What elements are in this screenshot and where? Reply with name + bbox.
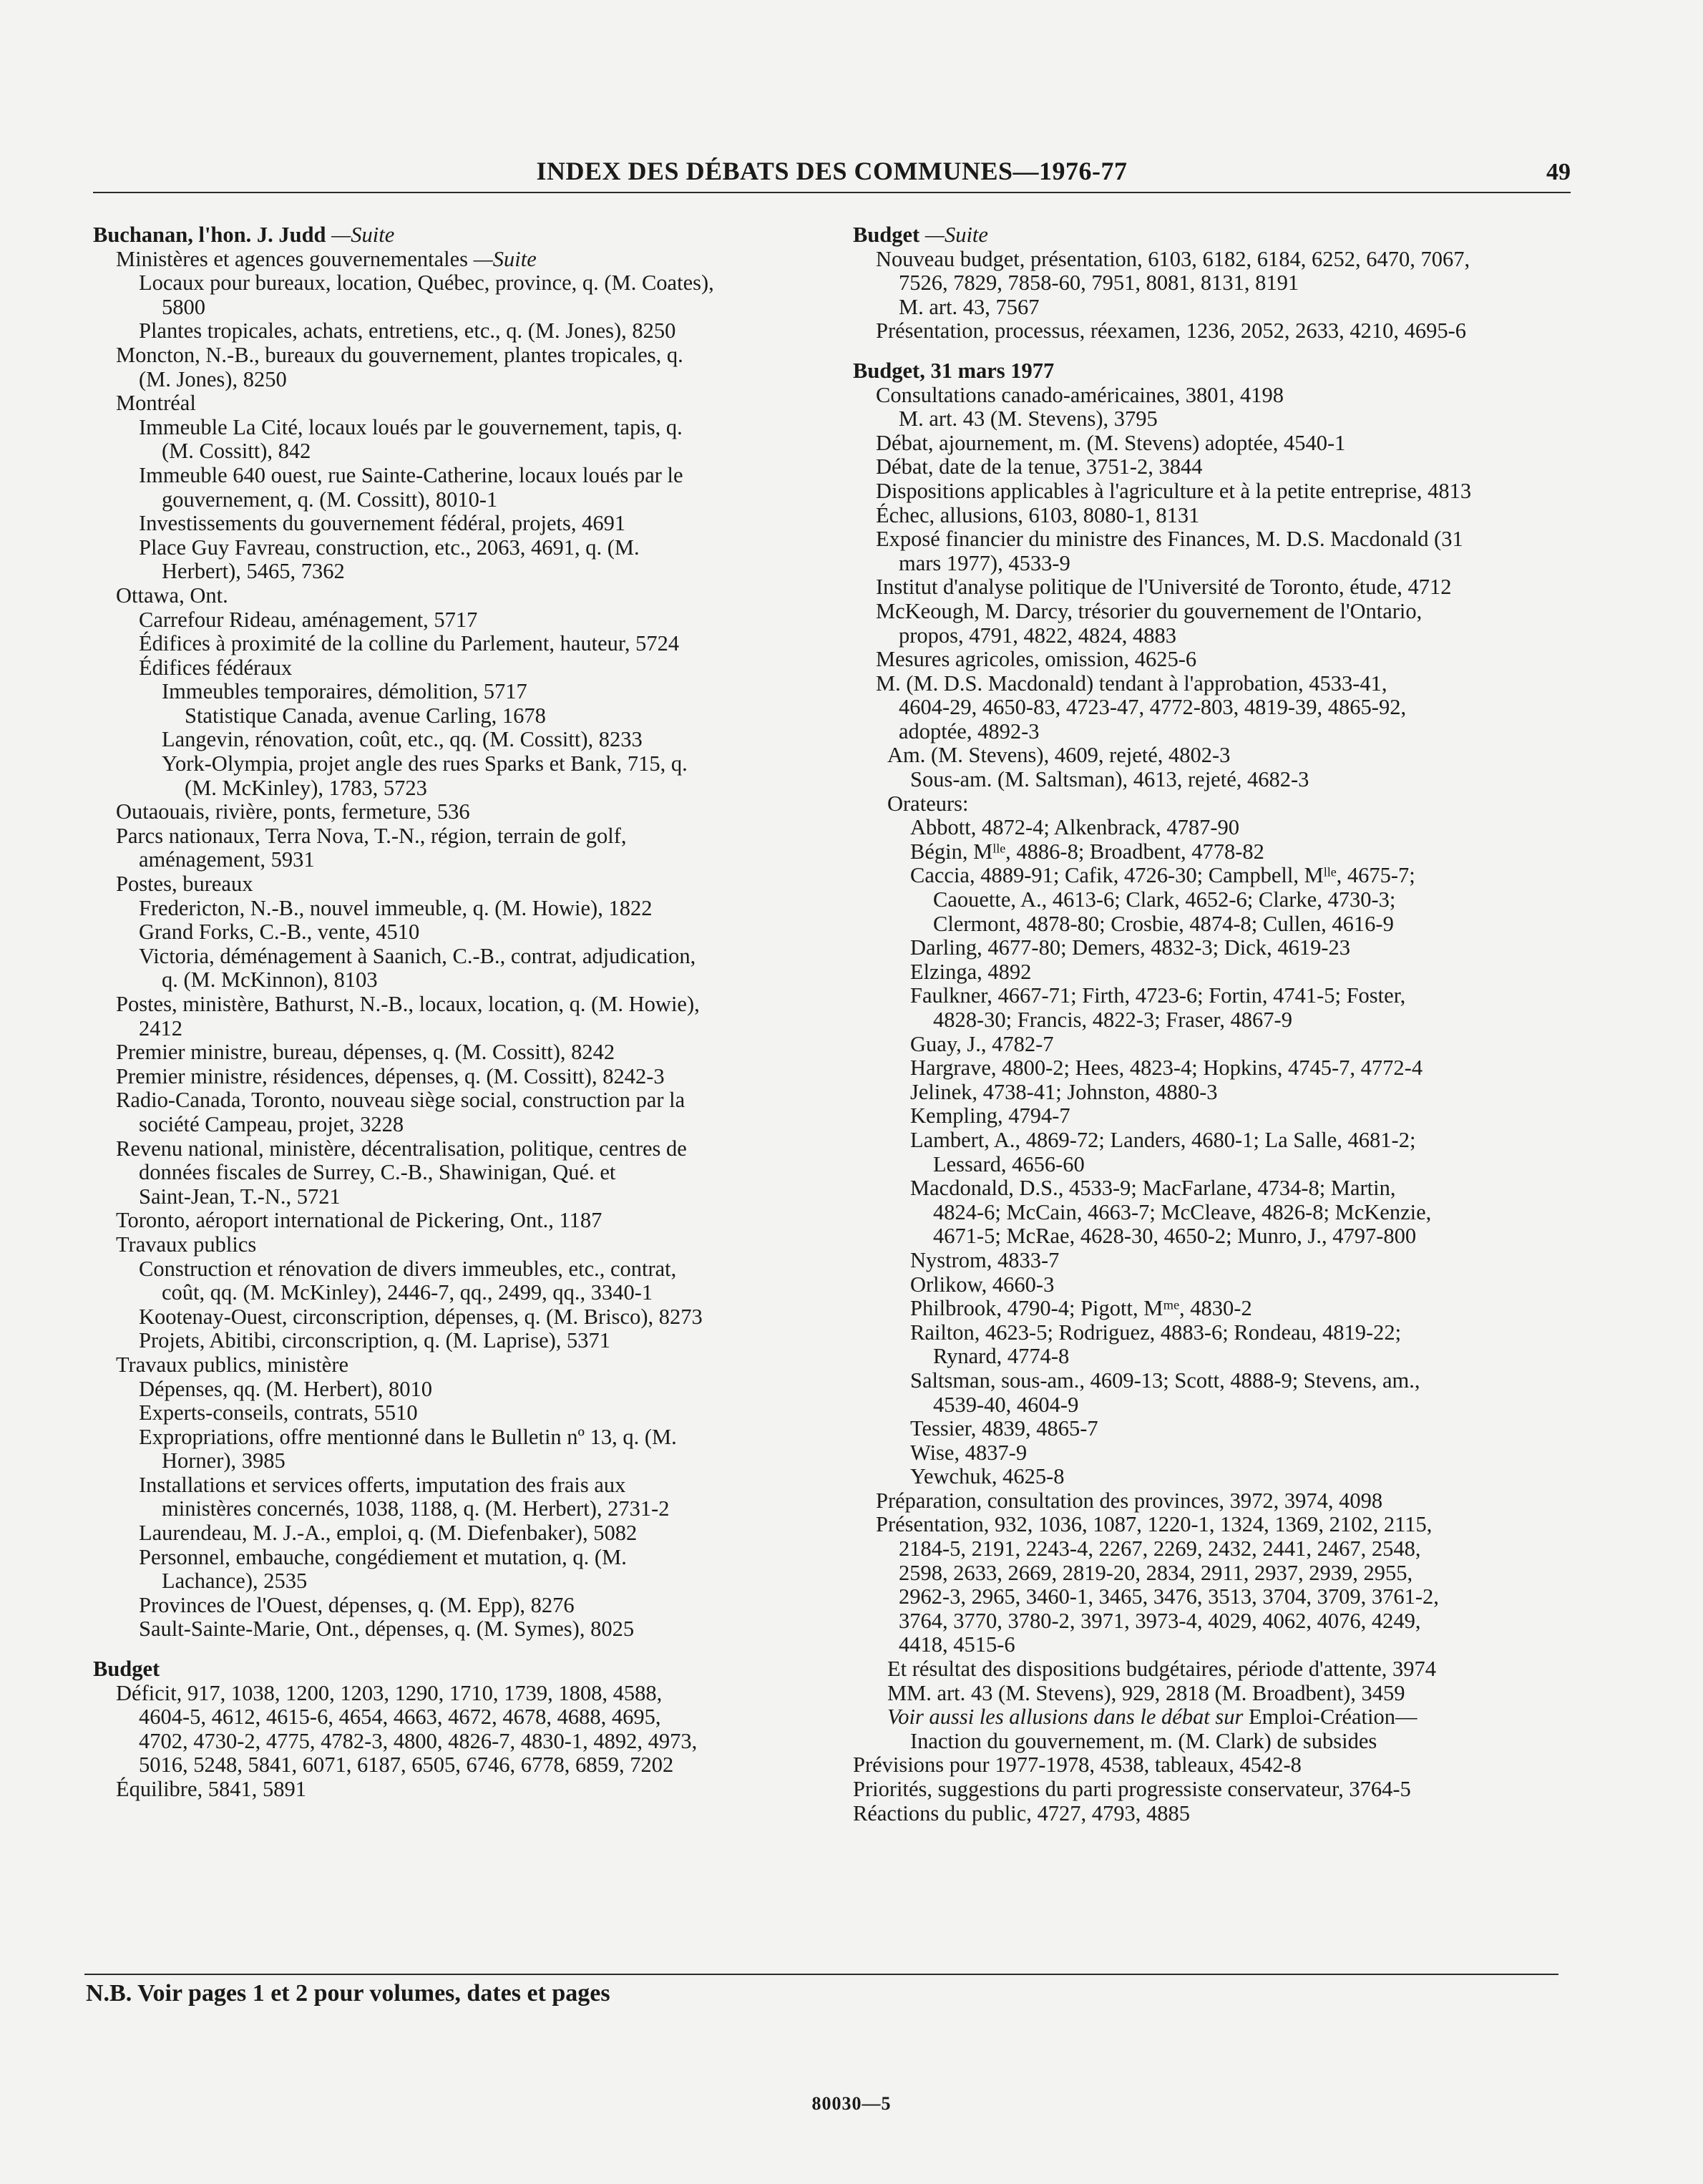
index-entry-text: Inaction du gouvernement, m. (M. Clark) de subsides — [910, 1728, 1377, 1753]
index-heading — [853, 223, 1576, 248]
index-entry — [853, 1249, 1576, 1273]
index-entry-text: Horner), 3985 — [162, 1448, 286, 1473]
index-entry — [853, 296, 1576, 320]
index-entry-text: Caouette, A., 4613-6; Clark, 4652-6; Clarke, 4730-3; — [933, 887, 1396, 912]
index-entry — [853, 792, 1576, 816]
index-entry-text: Présentation, processus, réexamen, 1236, 2052, 2633, 4210, 4695-6 — [876, 318, 1467, 343]
index-entry — [853, 672, 1576, 696]
index-entry-text: ministères concernés, 1038, 1188, q. (M. Herbert), 2731-2 — [162, 1496, 670, 1521]
index-entry — [93, 1329, 809, 1353]
index-entry — [93, 296, 809, 320]
footer-note: N.B. Voir pages 1 et 2 pour volumes, dates et pages — [86, 1980, 610, 2007]
index-entry-text: Montréal — [116, 391, 196, 416]
index-entry-text: M. (M. D.S. Macdonald) tendant à l'approbation, 4533-41, — [876, 671, 1387, 696]
index-entry — [93, 464, 809, 488]
index-entry-text: Saltsman, sous-am., 4609-13; Scott, 4888-9; Stevens, am., — [910, 1368, 1420, 1393]
index-entry-text: Débat, ajournement, m. (M. Stevens) adoptée, 4540-1 — [876, 430, 1346, 455]
index-entry-text: Lambert, A., 4869-72; Landers, 4680-1; La Salle, 4681-2; — [910, 1127, 1416, 1152]
index-entry-suite: —Suite — [924, 223, 988, 247]
index-entry — [93, 536, 809, 560]
index-entry-text: Postes, bureaux — [116, 872, 253, 897]
index-entry-text: Langevin, rénovation, coût, etc., qq. (M. Cossitt), 8233 — [162, 727, 643, 752]
index-entry — [93, 920, 809, 945]
index-entry-text: Projets, Abitibi, circonscription, q. (M. Laprise), 5371 — [139, 1328, 611, 1353]
index-entry — [93, 1040, 809, 1065]
index-entry — [853, 648, 1576, 672]
index-entry — [853, 1176, 1576, 1201]
index-entry — [93, 1705, 809, 1730]
index-entry-text: Immeuble 640 ouest, rue Sainte-Catherine, locaux loués par le — [139, 462, 683, 487]
index-entry-text: McKeough, M. Darcy, trésorier du gouvernement de l'Ontario, — [876, 598, 1423, 623]
index-entry — [93, 1617, 809, 1642]
index-entry-text: Immeuble La Cité, locaux loués par le gouvernement, tapis, q. — [139, 414, 683, 439]
index-entry — [93, 1017, 809, 1041]
index-entry-suite: —Suite — [473, 246, 537, 271]
index-entry-text: Et résultat des dispositions budgétaires, période d'attente, 3974 — [887, 1657, 1436, 1682]
index-entry-text: Revenu national, ministère, décentralisation, politique, centres de — [116, 1136, 687, 1161]
index-entry — [93, 1161, 809, 1185]
index-entry-text: coût, qq. (M. McKinley), 2446-7, qq., 2499, qq., 3340-1 — [162, 1280, 653, 1305]
index-entry — [93, 872, 809, 897]
index-entry-text: Personnel, embauche, congédiement et mutation, q. (M. — [139, 1544, 627, 1569]
section-gap — [93, 1642, 809, 1657]
index-entry — [93, 704, 809, 728]
index-entry — [853, 504, 1576, 528]
index-entry — [93, 993, 809, 1017]
index-entry — [853, 455, 1576, 479]
index-entry — [853, 624, 1576, 648]
index-entry — [93, 368, 809, 392]
index-entry-text: Échec, allusions, 6103, 8080-1, 8131 — [876, 502, 1200, 527]
index-entry-text: 5016, 5248, 5841, 6071, 6187, 6505, 6746, 6778, 6859, 7202 — [139, 1752, 674, 1778]
index-heading — [93, 1657, 809, 1682]
index-entry — [93, 271, 809, 296]
index-entry — [853, 696, 1576, 720]
index-entry — [853, 1321, 1576, 1345]
index-entry — [853, 319, 1576, 343]
index-entry — [93, 319, 809, 343]
index-entry-text: Réactions du public, 4727, 4793, 4885 — [853, 1800, 1191, 1825]
index-entry — [853, 1153, 1576, 1177]
index-entry-text: Moncton, N.-B., bureaux du gouvernement, plantes tropicales, q. — [116, 342, 683, 367]
index-entry-text: 7526, 7829, 7858-60, 7951, 8081, 8131, 8191 — [899, 270, 1299, 296]
index-entry — [853, 1008, 1576, 1033]
index-entry-text: Toronto, aéroport international de Pickering, Ont., 1187 — [116, 1208, 602, 1233]
index-entry-text: Elzinga, 4892 — [910, 959, 1032, 984]
index-entry — [93, 1730, 809, 1754]
index-entry — [93, 1353, 809, 1378]
page-header — [93, 149, 1571, 193]
index-entry — [93, 897, 809, 921]
index-entry — [853, 1561, 1576, 1586]
index-entry-text: Priorités, suggestions du parti progressiste conservateur, 3764-5 — [853, 1777, 1411, 1801]
index-entry — [93, 488, 809, 512]
page-number: 49 — [1546, 159, 1571, 185]
index-entry-text: Wise, 4837-9 — [910, 1440, 1028, 1465]
index-entry-text: Dispositions applicables à l'agriculture et à la petite entreprise, 4813 — [876, 478, 1472, 503]
index-entry-text: aménagement, 5931 — [139, 847, 315, 872]
index-entry-text: Prévisions pour 1977-1978, 4538, tableaux, 4542-8 — [853, 1752, 1302, 1778]
index-entry — [93, 824, 809, 849]
index-entry-text: Outaouais, rivière, ponts, fermeture, 536 — [116, 799, 470, 824]
index-entry-text: 4828-30; Francis, 4822-3; Fraser, 4867-9 — [933, 1008, 1292, 1032]
index-entry-text: Consultations canado-américaines, 3801, 4198 — [876, 382, 1284, 407]
index-entry — [853, 912, 1576, 937]
index-entry — [93, 1065, 809, 1089]
index-entry — [853, 600, 1576, 624]
index-entry-text: Investissements du gouvernement fédéral, projets, 4691 — [139, 511, 626, 536]
index-entry-text: Orlikow, 4660-3 — [910, 1272, 1055, 1297]
index-column-right — [853, 223, 1576, 1825]
index-entry — [853, 432, 1576, 456]
index-entry-text: Experts-conseils, contrats, 5510 — [139, 1400, 418, 1425]
index-entry — [853, 1441, 1576, 1466]
index-entry-text: Radio-Canada, Toronto, nouveau siège social, construction par la — [116, 1088, 685, 1113]
index-entry — [853, 1682, 1576, 1706]
index-entry-text: Orateurs: — [887, 791, 969, 816]
index-entry — [853, 1201, 1576, 1225]
index-entry — [93, 1682, 809, 1706]
index-entry-text: Édifices fédéraux — [139, 655, 293, 680]
index-entry — [93, 560, 809, 584]
index-entry — [93, 1594, 809, 1618]
index-entry-text: Buchanan, l'hon. J. Judd — [93, 223, 332, 247]
index-entry-text: Abbott, 4872-4; Alkenbrack, 4787-90 — [910, 815, 1239, 840]
index-entry-text: propos, 4791, 4822, 4824, 4883 — [899, 623, 1177, 648]
index-heading — [853, 359, 1576, 384]
index-entry — [93, 1378, 809, 1402]
index-entry-text: 4702, 4730-2, 4775, 4782-3, 4800, 4826-7, 4830-1, 4892, 4973, — [139, 1728, 698, 1753]
index-entry — [853, 888, 1576, 912]
index-entry-text: Sault-Sainte-Marie, Ont., dépenses, q. (M. Symes), 8025 — [139, 1617, 635, 1642]
index-entry-text: 2184-5, 2191, 2243-4, 2267, 2269, 2432, 2441, 2467, 2548, — [899, 1536, 1421, 1561]
index-entry-text: Saint-Jean, T.-N., 5721 — [139, 1184, 341, 1209]
index-entry-text: Immeubles temporaires, démolition, 5717 — [162, 679, 527, 704]
index-entry-text: société Campeau, projet, 3228 — [139, 1111, 404, 1136]
index-entry — [853, 744, 1576, 768]
index-entry-text: Budget — [93, 1657, 160, 1682]
index-entry — [93, 632, 809, 656]
index-entry-text: Nouveau budget, présentation, 6103, 6182, 6184, 6252, 6470, 7067, — [876, 246, 1470, 271]
index-entry — [93, 1137, 809, 1161]
index-entry-text: MM. art. 43 (M. Stevens), 929, 2818 (M. Broadbent), 3459 — [887, 1680, 1405, 1705]
index-entry-text: Rynard, 4774-8 — [933, 1344, 1070, 1369]
index-entry-text: Expropriations, offre mentionné dans le Bulletin nº 13, q. (M. — [139, 1424, 677, 1449]
index-entry — [93, 848, 809, 872]
index-entry — [853, 1537, 1576, 1561]
index-entry-text: Ministères et agences gouvernementales — [116, 246, 474, 271]
index-entry-text: Postes, ministère, Bathurst, N.-B., locaux, location, q. (M. Howie), — [116, 992, 700, 1016]
index-entry — [853, 960, 1576, 985]
index-entry-text: Édifices à proximité de la colline du Parlement, hauteur, 5724 — [139, 631, 680, 656]
index-entry-text: Yewchuk, 4625-8 — [910, 1464, 1065, 1489]
index-entry-text: Premier ministre, résidences, dépenses, q. (M. Cossitt), 8242-3 — [116, 1063, 665, 1088]
index-entry-text: Déficit, 917, 1038, 1200, 1203, 1290, 1710, 1739, 1808, 4588, — [116, 1680, 663, 1705]
index-entry-text: Travaux publics, ministère — [116, 1352, 349, 1377]
index-entry — [853, 1104, 1576, 1128]
index-entry — [853, 720, 1576, 744]
index-entry-text: Herbert), 5465, 7362 — [162, 559, 345, 584]
index-entry-text: Institut d'analyse politique de l'Université de Toronto, étude, 4712 — [876, 575, 1452, 600]
index-entry — [853, 527, 1576, 552]
index-entry — [93, 1569, 809, 1594]
index-entry-text: Grand Forks, C.-B., vente, 4510 — [139, 920, 420, 945]
index-entry-text: 2598, 2633, 2669, 2819-20, 2834, 2911, 2937, 2939, 2955, — [899, 1560, 1413, 1585]
index-entry — [853, 1081, 1576, 1105]
index-entry-text: Macdonald, D.S., 4533-9; MacFarlane, 4734-8; Martin, — [910, 1176, 1396, 1201]
index-entry-text: Présentation, 932, 1036, 1087, 1220-1, 1324, 1369, 2102, 2115, — [876, 1512, 1433, 1537]
index-entry-text: Kempling, 4794-7 — [910, 1103, 1070, 1128]
index-entry — [93, 1521, 809, 1546]
index-entry-text: Installations et services offerts, imputation des frais aux — [139, 1472, 626, 1497]
index-entry — [93, 752, 809, 776]
index-entry — [93, 416, 809, 440]
index-entry — [93, 776, 809, 801]
index-entry-text: Budget, 31 mars 1977 — [853, 358, 1055, 383]
index-entry-text: 4604-5, 4612, 4615-6, 4654, 4663, 4672, 4678, 4688, 4695, — [139, 1705, 661, 1730]
index-entry-text: Travaux publics — [116, 1232, 257, 1257]
index-entry — [93, 1546, 809, 1570]
index-entry — [853, 1369, 1576, 1393]
index-entry — [853, 1465, 1576, 1489]
index-entry-text: Dépenses, qq. (M. Herbert), 8010 — [139, 1376, 432, 1401]
index-entry — [853, 1033, 1576, 1057]
index-entry-text: Kootenay-Ouest, circonscription, dépenses, q. (M. Brisco), 8273 — [139, 1304, 703, 1329]
index-entry-text: q. (M. McKinnon), 8103 — [162, 967, 378, 993]
footer-divider — [84, 1974, 1558, 1975]
index-entry-text: Provinces de l'Ouest, dépenses, q. (M. Epp), 8276 — [139, 1592, 575, 1617]
index-entry-text: Statistique Canada, avenue Carling, 1678 — [185, 703, 546, 728]
index-entry-text: Guay, J., 4782-7 — [910, 1031, 1054, 1056]
index-entry-text: 5800 — [162, 294, 205, 319]
index-entry-text: 3764, 3770, 3780-2, 3971, 3973-4, 4029, 4062, 4076, 4249, — [899, 1608, 1421, 1633]
index-entry — [853, 840, 1576, 864]
index-entry — [853, 1297, 1576, 1321]
index-entry — [93, 1233, 809, 1257]
index-entry — [853, 1585, 1576, 1609]
index-entry — [93, 945, 809, 969]
index-entry-text: Darling, 4677-80; Demers, 4832-3; Dick, 4619-23 — [910, 935, 1350, 960]
index-column-left — [93, 223, 809, 1802]
index-entry — [93, 512, 809, 536]
index-entry-text: (M. Jones), 8250 — [139, 366, 287, 391]
index-entry-text: Débat, date de la tenue, 3751-2, 3844 — [876, 454, 1203, 479]
page-title: INDEX DES DÉBATS DES COMMUNES—1976-77 — [536, 157, 1128, 185]
index-entry — [853, 1730, 1576, 1754]
index-entry — [93, 1209, 809, 1233]
index-entry-text: Exposé financier du ministre des Finances, M. D.S. Macdonald (31 — [876, 527, 1463, 552]
index-entry-text: Premier ministre, bureau, dépenses, q. (M. Cossitt), 8242 — [116, 1040, 615, 1065]
index-entry-text: Mesures agricoles, omission, 4625-6 — [876, 647, 1197, 672]
index-entry-text: gouvernement, q. (M. Cossitt), 8010-1 — [162, 487, 498, 512]
index-entry — [853, 248, 1576, 272]
index-entry — [853, 1609, 1576, 1634]
index-entry-text: Lessard, 4656-60 — [933, 1151, 1085, 1176]
index-entry — [93, 1753, 809, 1778]
index-entry — [853, 768, 1576, 792]
index-entry-text: 4671-5; McRae, 4628-30, 4650-2; Munro, J., 4797-800 — [933, 1224, 1417, 1249]
index-entry-text: Sous-am. (M. Saltsman), 4613, rejeté, 4682-3 — [910, 767, 1309, 792]
index-entry-text: Hargrave, 4800-2; Hees, 4823-4; Hopkins, 4745-7, 4772-4 — [910, 1056, 1423, 1081]
index-entry-text: Construction et rénovation de divers immeubles, etc., contrat, — [139, 1256, 677, 1281]
index-entry — [93, 343, 809, 368]
index-entry — [93, 728, 809, 752]
index-entry — [853, 1802, 1576, 1826]
index-entry — [93, 680, 809, 704]
index-entry — [853, 407, 1576, 432]
index-entry — [853, 1345, 1576, 1369]
index-entry-text: Clermont, 4878-80; Crosbie, 4874-8; Cullen, 4616-9 — [933, 911, 1394, 936]
index-entry — [853, 1128, 1576, 1153]
index-entry-suite: —Suite — [331, 223, 395, 247]
index-entry — [93, 1281, 809, 1305]
index-entry-text: Plantes tropicales, achats, entretiens, etc., q. (M. Jones), 8250 — [139, 318, 676, 343]
index-entry — [93, 391, 809, 416]
index-entry-text: 2412 — [139, 1015, 182, 1040]
index-entry-text: Emploi-Création— — [1248, 1705, 1417, 1730]
index-entry-text: 4604-29, 4650-83, 4723-47, 4772-803, 4819-39, 4865-92, — [899, 695, 1407, 720]
index-entry-text: Jelinek, 4738-41; Johnston, 4880-3 — [910, 1079, 1218, 1104]
index-entry-text: Philbrook, 4790-4; Pigott, Mᵐᵉ, 4830-2 — [910, 1296, 1252, 1321]
index-entry — [93, 1473, 809, 1498]
index-entry-text: adoptée, 4892-3 — [899, 718, 1040, 744]
index-entry — [93, 656, 809, 681]
index-entry — [853, 1513, 1576, 1537]
index-entry-text: 4539-40, 4604-9 — [933, 1392, 1079, 1417]
index-entry — [853, 1633, 1576, 1657]
index-heading — [93, 223, 809, 248]
index-entry — [93, 1113, 809, 1137]
index-entry-italic: Voir aussi les allusions dans le débat sur — [887, 1705, 1249, 1730]
index-entry-text: Place Guy Favreau, construction, etc., 2063, 4691, q. (M. — [139, 535, 640, 560]
index-entry — [853, 552, 1576, 576]
index-entry — [93, 1425, 809, 1450]
footer-code: 80030—5 — [811, 2093, 892, 2114]
index-entry-text: (M. Cossitt), 842 — [162, 439, 311, 464]
index-entry-text: Am. (M. Stevens), 4609, rejeté, 4802-3 — [887, 743, 1231, 768]
index-entry — [93, 968, 809, 993]
index-entry-text: Bégin, Mˡˡᵉ, 4886-8; Broadbent, 4778-82 — [910, 839, 1264, 864]
index-entry-text: 4824-6; McCain, 4663-7; McCleave, 4826-8; McKenzie, — [933, 1199, 1432, 1224]
index-entry-text: Ottawa, Ont. — [116, 582, 228, 608]
index-entry — [853, 1393, 1576, 1418]
section-gap — [853, 343, 1576, 359]
index-entry-text: Tessier, 4839, 4865-7 — [910, 1416, 1098, 1441]
index-entry-text: Fredericton, N.-B., nouvel immeuble, q. (M. Howie), 1822 — [139, 895, 653, 920]
index-entry-text: données fiscales de Surrey, C.-B., Shawinigan, Qué. et — [139, 1160, 616, 1185]
index-entry-text: 4418, 4515-6 — [899, 1632, 1015, 1657]
index-entry-text: Lachance), 2535 — [162, 1569, 308, 1594]
index-entry — [853, 816, 1576, 840]
index-entry — [853, 1753, 1576, 1778]
index-entry-text: M. art. 43, 7567 — [899, 294, 1040, 319]
index-entry — [93, 1185, 809, 1209]
index-entry-text: Budget — [853, 223, 925, 247]
index-entry — [853, 1417, 1576, 1441]
index-entry-text: Railton, 4623-5; Rodriguez, 4883-6; Rondeau, 4819-22; — [910, 1320, 1402, 1345]
index-entry-text: York-Olympia, projet angle des rues Sparks et Bank, 715, q. — [162, 751, 688, 776]
index-entry — [853, 1657, 1576, 1682]
index-entry-text: Laurendeau, M. J.-A., emploi, q. (M. Diefenbaker), 5082 — [139, 1521, 638, 1546]
index-entry — [853, 575, 1576, 600]
index-entry-text: Faulkner, 4667-71; Firth, 4723-6; Fortin, 4741-5; Foster, — [910, 983, 1406, 1008]
index-entry — [93, 800, 809, 824]
index-entry — [93, 584, 809, 608]
index-entry — [853, 864, 1576, 888]
index-entry-text: Nystrom, 4833-7 — [910, 1247, 1060, 1272]
index-entry — [853, 1273, 1576, 1297]
index-entry — [853, 936, 1576, 960]
index-entry — [853, 1489, 1576, 1513]
index-entry — [93, 608, 809, 633]
index-entry-text: M. art. 43 (M. Stevens), 3795 — [899, 406, 1158, 432]
index-entry-text: Victoria, déménagement à Saanich, C.-B., contrat, adjudication, — [139, 943, 696, 968]
index-entry — [93, 1257, 809, 1282]
index-entry-text: (M. McKinley), 1783, 5723 — [185, 775, 427, 800]
index-entry — [93, 1778, 809, 1802]
index-entry-text: mars 1977), 4533-9 — [899, 550, 1070, 575]
index-entry — [93, 1305, 809, 1330]
index-entry — [93, 1497, 809, 1521]
index-entry-text: Équilibre, 5841, 5891 — [116, 1777, 306, 1801]
index-entry-text: Locaux pour bureaux, location, Québec, province, q. (M. Coates), — [139, 270, 714, 296]
index-entry — [93, 1088, 809, 1113]
index-entry-text: Préparation, consultation des provinces, 3972, 3974, 4098 — [876, 1488, 1383, 1513]
index-entry-text: Carrefour Rideau, aménagement, 5717 — [139, 607, 478, 632]
index-entry — [853, 271, 1576, 296]
index-entry — [853, 1705, 1576, 1730]
index-entry — [93, 1449, 809, 1473]
index-entry — [93, 439, 809, 464]
index-entry — [853, 384, 1576, 408]
index-entry — [93, 248, 809, 272]
index-entry — [853, 1224, 1576, 1249]
index-entry — [93, 1401, 809, 1425]
index-entry — [853, 1056, 1576, 1081]
index-entry — [853, 1778, 1576, 1802]
index-entry — [853, 479, 1576, 504]
index-entry-text: Caccia, 4889-91; Cafik, 4726-30; Campbell, Mˡˡᵉ, 4675-7; — [910, 863, 1415, 888]
index-entry-text: 2962-3, 2965, 3460-1, 3465, 3476, 3513, 3704, 3709, 3761-2, — [899, 1584, 1439, 1609]
index-entry-text: Parcs nationaux, Terra Nova, T.-N., région, terrain de golf, — [116, 823, 627, 848]
index-entry — [853, 984, 1576, 1008]
